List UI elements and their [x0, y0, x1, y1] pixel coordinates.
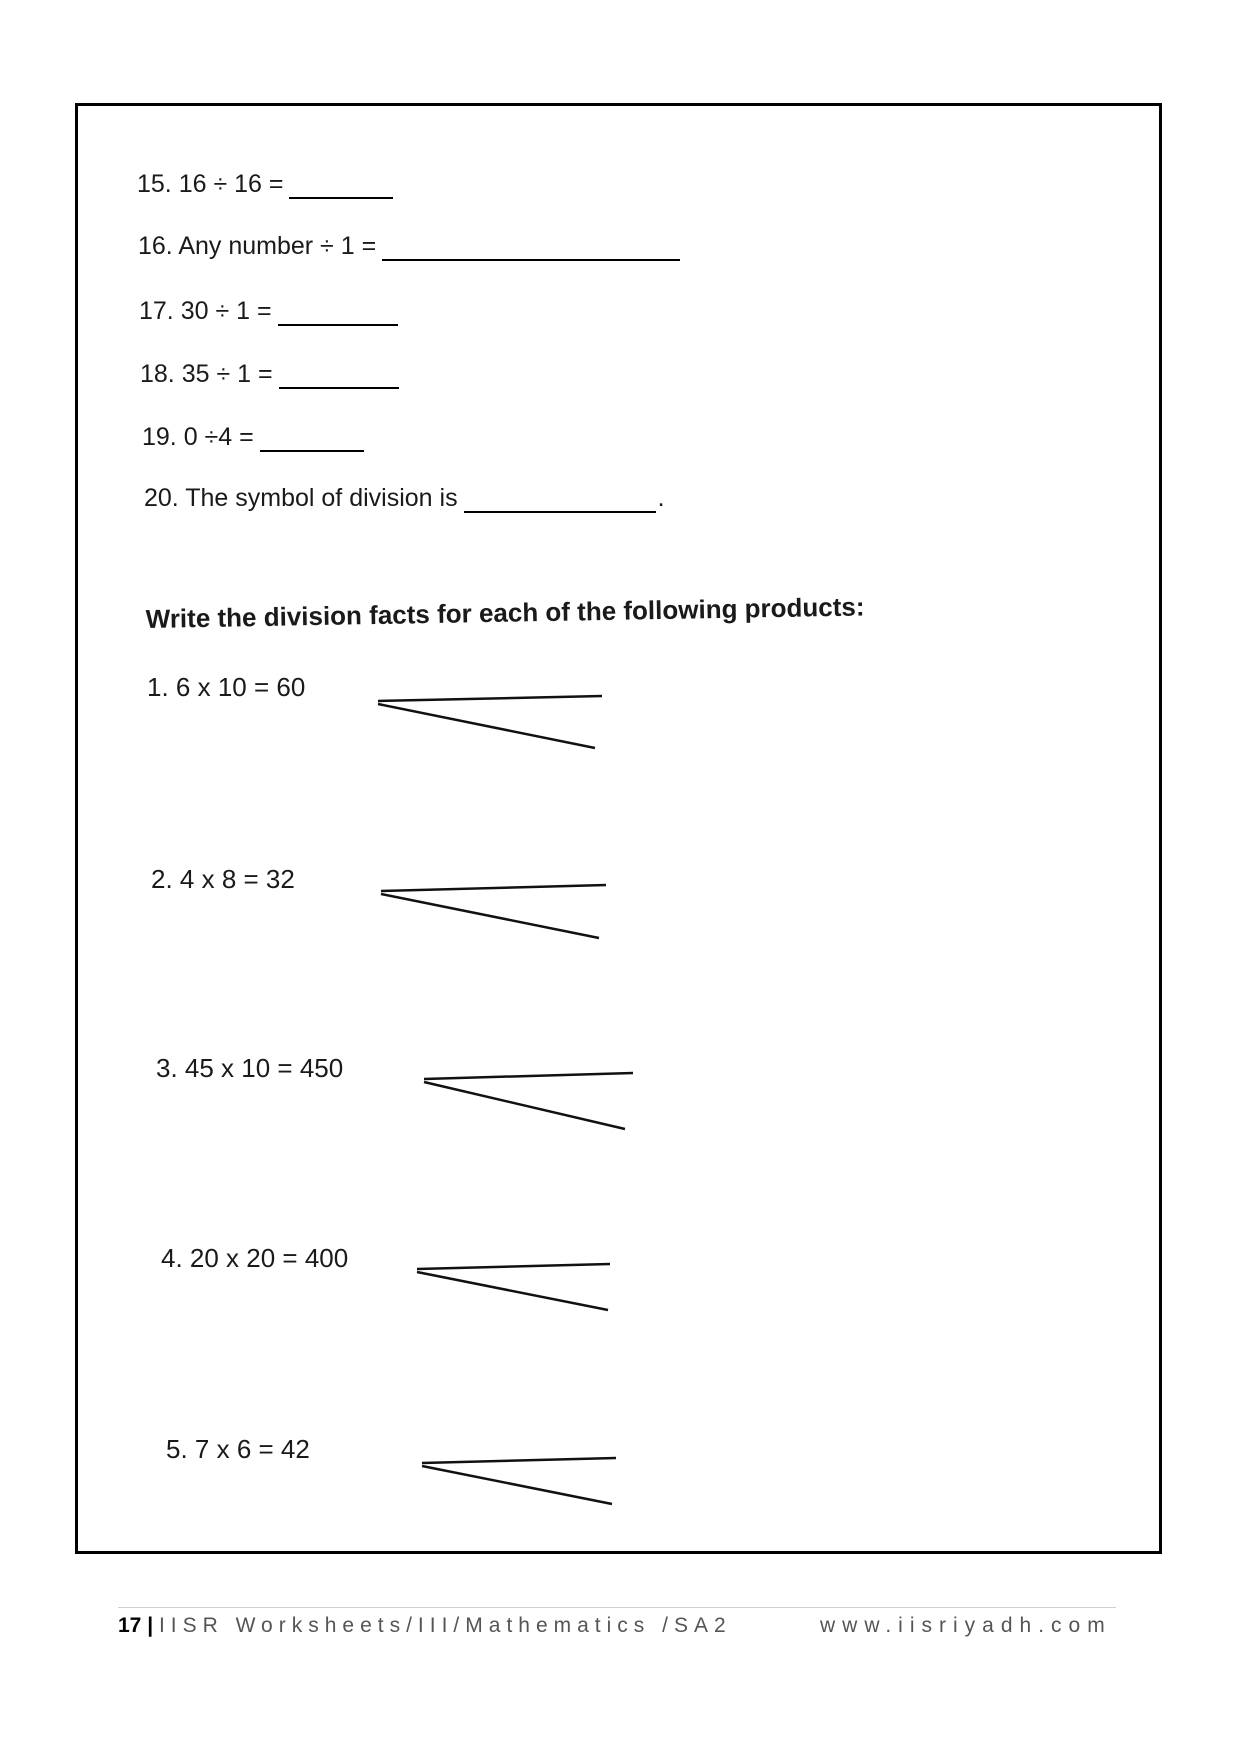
question-text: 17. 30 ÷ 1 = — [139, 297, 272, 325]
answer-blank[interactable] — [260, 430, 364, 452]
footer-right — [820, 1614, 1112, 1638]
fact-5: 5. 7 x 6 = 42 — [166, 1434, 310, 1464]
answer-blank[interactable] — [279, 367, 399, 389]
question-19 — [142, 423, 364, 452]
answer-blank[interactable] — [464, 491, 656, 513]
fact-1: 1. 6 x 10 = 60 — [147, 672, 306, 702]
question-text: 18. 35 ÷ 1 = — [140, 360, 273, 388]
question-text: 20. The symbol of division is — [144, 484, 458, 512]
footer-website[interactable]: www.iisriyadh.com — [820, 1614, 1112, 1637]
footer-left — [118, 1614, 732, 1638]
fact-3: 3. 45 x 10 = 450 — [156, 1053, 344, 1083]
question-20 — [144, 484, 665, 513]
answer-blank[interactable] — [382, 239, 680, 261]
section-heading: Write the division facts for each of the following products: — [145, 591, 865, 635]
footer-divider — [118, 1607, 1116, 1608]
footer-path: IISR Worksheets/III/Mathematics /SA2 — [158, 1614, 732, 1637]
footer-separator: | — [147, 1614, 154, 1637]
question-15 — [137, 170, 393, 199]
question-18 — [140, 360, 399, 389]
page-number: 17 — [118, 1614, 142, 1637]
question-17 — [139, 297, 398, 326]
question-text: 15. 16 ÷ 16 = — [137, 170, 284, 198]
answer-blank[interactable] — [289, 177, 393, 199]
fact-4: 4. 20 x 20 = 400 — [161, 1243, 349, 1273]
question-suffix: . — [657, 484, 665, 512]
answer-blank[interactable] — [278, 304, 398, 326]
question-text: 19. 0 ÷4 = — [142, 423, 254, 451]
fact-2: 2. 4 x 8 = 32 — [151, 864, 295, 894]
question-16 — [138, 232, 680, 261]
question-text: 16. Any number ÷ 1 = — [138, 232, 377, 260]
